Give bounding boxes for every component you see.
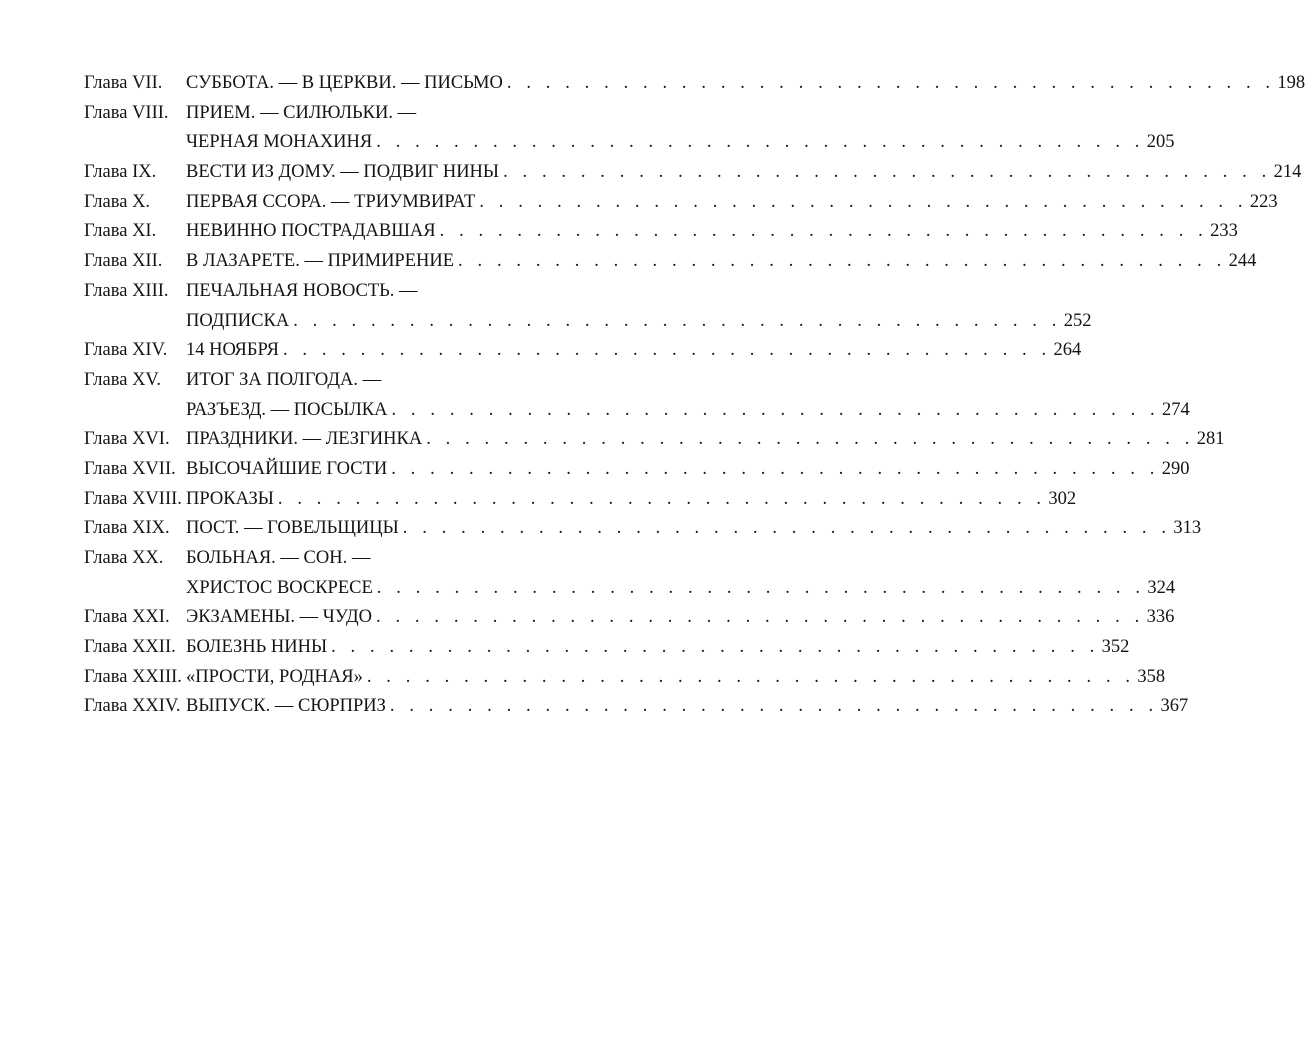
table-of-contents: [84, 69, 1305, 722]
toc-line: [84, 247, 1257, 277]
toc-line: [84, 603, 1175, 633]
chapter-title: 14 НОЯБРЯ: [186, 340, 279, 361]
toc-entry: [84, 633, 1130, 663]
chapter-label: Глава XXI.: [84, 607, 170, 628]
page-number: 233: [1210, 221, 1238, 242]
toc-line: [84, 217, 1238, 247]
chapter-label: Глава XIX.: [84, 518, 170, 539]
chapter-title: ХРИСТОС ВОСКРЕСЕ: [186, 577, 373, 598]
page-number: 205: [1146, 132, 1175, 153]
chapter-title: ЧЕРНАЯ МОНАХИНЯ: [186, 132, 373, 153]
dot-leader: . . . . . . . . . . . . . . . . . . . . . . . . . . . . . . . . . . . . . . . .: [391, 458, 1160, 479]
page-number: 274: [1162, 399, 1190, 420]
toc-line: [84, 336, 1082, 366]
chapter-label: Глава IX.: [84, 162, 157, 183]
toc-line: [84, 574, 1176, 604]
toc-line: [84, 633, 1130, 663]
dot-leader: . . . . . . . . . . . . . . . . . . . . . . . . . . . . . . . . . . . . . . . .: [402, 518, 1172, 539]
toc-entry: [84, 603, 1175, 633]
chapter-title: ВЫСОЧАЙШИЕ ГОСТИ: [186, 458, 388, 479]
toc-line: [84, 692, 1189, 722]
chapter-title: В ЛАЗАРЕТЕ. — ПРИМИРЕНИЕ: [186, 251, 455, 272]
toc-entry: [84, 217, 1238, 247]
dot-leader: . . . . . . . . . . . . . . . . . . . . . . . . . . . . . . . . . . . . . . . .: [293, 310, 1062, 331]
chapter-label: Глава XI.: [84, 221, 157, 242]
page-number: 302: [1048, 488, 1077, 509]
toc-line: [84, 188, 1278, 218]
toc-line: [84, 69, 1305, 99]
toc-line: [84, 485, 1077, 515]
toc-line: [84, 544, 586, 574]
chapter-title: ВЫПУСК. — СЮРПРИЗ: [186, 696, 386, 717]
chapter-title: ПОСТ. — ГОВЕЛЬЩИЦЫ: [186, 518, 399, 539]
toc-line: [84, 158, 1302, 188]
chapter-title: НЕВИННО ПОСТРАДАВШАЯ: [186, 221, 436, 242]
toc-line: [84, 396, 1190, 426]
chapter-title: ПРАЗДНИКИ. — ЛЕЗГИНКА: [186, 429, 423, 450]
chapter-title: СУББОТА. — В ЦЕРКВИ. — ПИСЬМО: [186, 73, 503, 93]
toc-entry: [84, 663, 1166, 693]
toc-entry: [84, 485, 1077, 515]
page-number: 367: [1160, 696, 1189, 717]
page-number: 198: [1277, 73, 1305, 93]
page-number: 313: [1173, 518, 1202, 539]
chapter-label: Глава XXII.: [84, 637, 176, 658]
chapter-title: ПЕРВАЯ ССОРА. — ТРИУМВИРАТ: [186, 191, 476, 212]
chapter-label: Глава XXIV.: [84, 696, 181, 717]
chapter-title: ПЕЧАЛЬНАЯ НОВОСТЬ. —: [186, 280, 418, 301]
chapter-label: Глава XIII.: [84, 280, 169, 301]
toc-entry: [84, 99, 1175, 158]
dot-leader: . . . . . . . . . . . . . . . . . . . . . . . . . . . . . . . . . . . . . . . .: [479, 191, 1248, 212]
toc-line: [84, 277, 586, 307]
toc-entry: [84, 247, 1257, 277]
page-number: 352: [1101, 637, 1130, 658]
chapter-label: Глава VIII.: [84, 102, 169, 123]
toc-line: [84, 366, 586, 396]
chapter-label: Глава XXIII.: [84, 666, 182, 687]
page-number: 244: [1228, 251, 1257, 272]
chapter-label: Глава XX.: [84, 548, 164, 568]
toc-line: [84, 307, 1092, 337]
chapter-label: Глава X.: [84, 191, 151, 212]
dot-leader: . . . . . . . . . . . . . . . . . . . . . . . . . . . . . . . . . . . . . . . .: [282, 340, 1052, 361]
toc-entry: [84, 425, 1225, 455]
toc-entry: [84, 336, 1082, 366]
dot-leader: . . . . . . . . . . . . . . . . . . . . . . . . . . . . . . . . . . . . . . . .: [331, 637, 1100, 658]
dot-leader: . . . . . . . . . . . . . . . . . . . . . . . . . . . . . . . . . . . . . . . .: [503, 162, 1272, 183]
page-number: 264: [1053, 340, 1082, 361]
chapter-label: Глава XIV.: [84, 340, 168, 361]
dot-leader: . . . . . . . . . . . . . . . . . . . . . . . . . . . . . . . . . . . . . . . .: [506, 73, 1276, 93]
toc-line: [84, 128, 1175, 158]
chapter-title: ВЕСТИ ИЗ ДОМУ. — ПОДВИГ НИНЫ: [186, 162, 500, 183]
dot-leader: . . . . . . . . . . . . . . . . . . . . . . . . . . . . . . . . . . . . . . . .: [376, 577, 1146, 598]
page-number: 281: [1196, 429, 1225, 450]
chapter-label: Глава XVIII.: [84, 488, 182, 509]
toc-entry: [84, 366, 1190, 425]
chapter-label: Глава XVII.: [84, 458, 176, 479]
dot-leader: . . . . . . . . . . . . . . . . . . . . . . . . . . . . . . . . . . . . . . . .: [376, 132, 1145, 153]
dot-leader: . . . . . . . . . . . . . . . . . . . . . . . . . . . . . . . . . . . . . . . .: [426, 429, 1195, 450]
toc-line: [84, 99, 586, 129]
toc-entry: [84, 514, 1202, 544]
page-number: 324: [1147, 577, 1176, 598]
toc-entry: [84, 158, 1302, 188]
page-number: 223: [1249, 191, 1278, 212]
chapter-title: ПОДПИСКА: [186, 310, 290, 331]
toc-entry: [84, 69, 1305, 99]
chapter-label: Глава XVI.: [84, 429, 170, 450]
toc-entry: [84, 277, 1092, 336]
chapter-title: РАЗЪЕЗД. — ПОСЫЛКА: [186, 399, 388, 420]
page-number: 214: [1273, 162, 1302, 183]
chapter-title: ИТОГ ЗА ПОЛГОДА. —: [186, 369, 382, 390]
chapter-label: Глава XII.: [84, 251, 163, 272]
toc-entry: [84, 544, 1176, 603]
chapter-label: Глава XV.: [84, 369, 162, 390]
dot-leader: . . . . . . . . . . . . . . . . . . . . . . . . . . . . . . . . . . . . . . . .: [366, 666, 1136, 687]
chapter-title: «ПРОСТИ, РОДНАЯ»: [186, 666, 363, 687]
dot-leader: . . . . . . . . . . . . . . . . . . . . . . . . . . . . . . . . . . . . . . . .: [376, 607, 1145, 628]
toc-line: [84, 514, 1202, 544]
chapter-title: ПРОКАЗЫ: [186, 488, 274, 509]
page-number: 290: [1161, 458, 1190, 479]
page-number: 358: [1137, 666, 1166, 687]
dot-leader: . . . . . . . . . . . . . . . . . . . . . . . . . . . . . . . . . . . . . . . .: [458, 251, 1227, 272]
page-number: 252: [1063, 310, 1092, 331]
chapter-label: Глава VII.: [84, 73, 163, 93]
toc-entry: [84, 692, 1189, 722]
page-number: 336: [1146, 607, 1175, 628]
toc-line: [84, 663, 1166, 693]
dot-leader: . . . . . . . . . . . . . . . . . . . . . . . . . . . . . . . . . . . . . . . .: [439, 221, 1208, 242]
dot-leader: . . . . . . . . . . . . . . . . . . . . . . . . . . . . . . . . . . . . . . . .: [389, 696, 1159, 717]
toc-line: [84, 425, 1225, 455]
dot-leader: . . . . . . . . . . . . . . . . . . . . . . . . . . . . . . . . . . . . . . . .: [277, 488, 1047, 509]
chapter-title: БОЛЬНАЯ. — СОН. —: [186, 548, 371, 568]
toc-entry: [84, 455, 1190, 485]
toc-entry: [84, 188, 1278, 218]
chapter-title: ПРИЕМ. — СИЛЮЛЬКИ. —: [186, 102, 417, 123]
dot-leader: . . . . . . . . . . . . . . . . . . . . . . . . . . . . . . . . . . . . . . . .: [391, 399, 1160, 420]
chapter-title: БОЛЕЗНЬ НИНЫ: [186, 637, 328, 658]
chapter-title: ЭКЗАМЕНЫ. — ЧУДО: [186, 607, 373, 628]
toc-line: [84, 455, 1190, 485]
